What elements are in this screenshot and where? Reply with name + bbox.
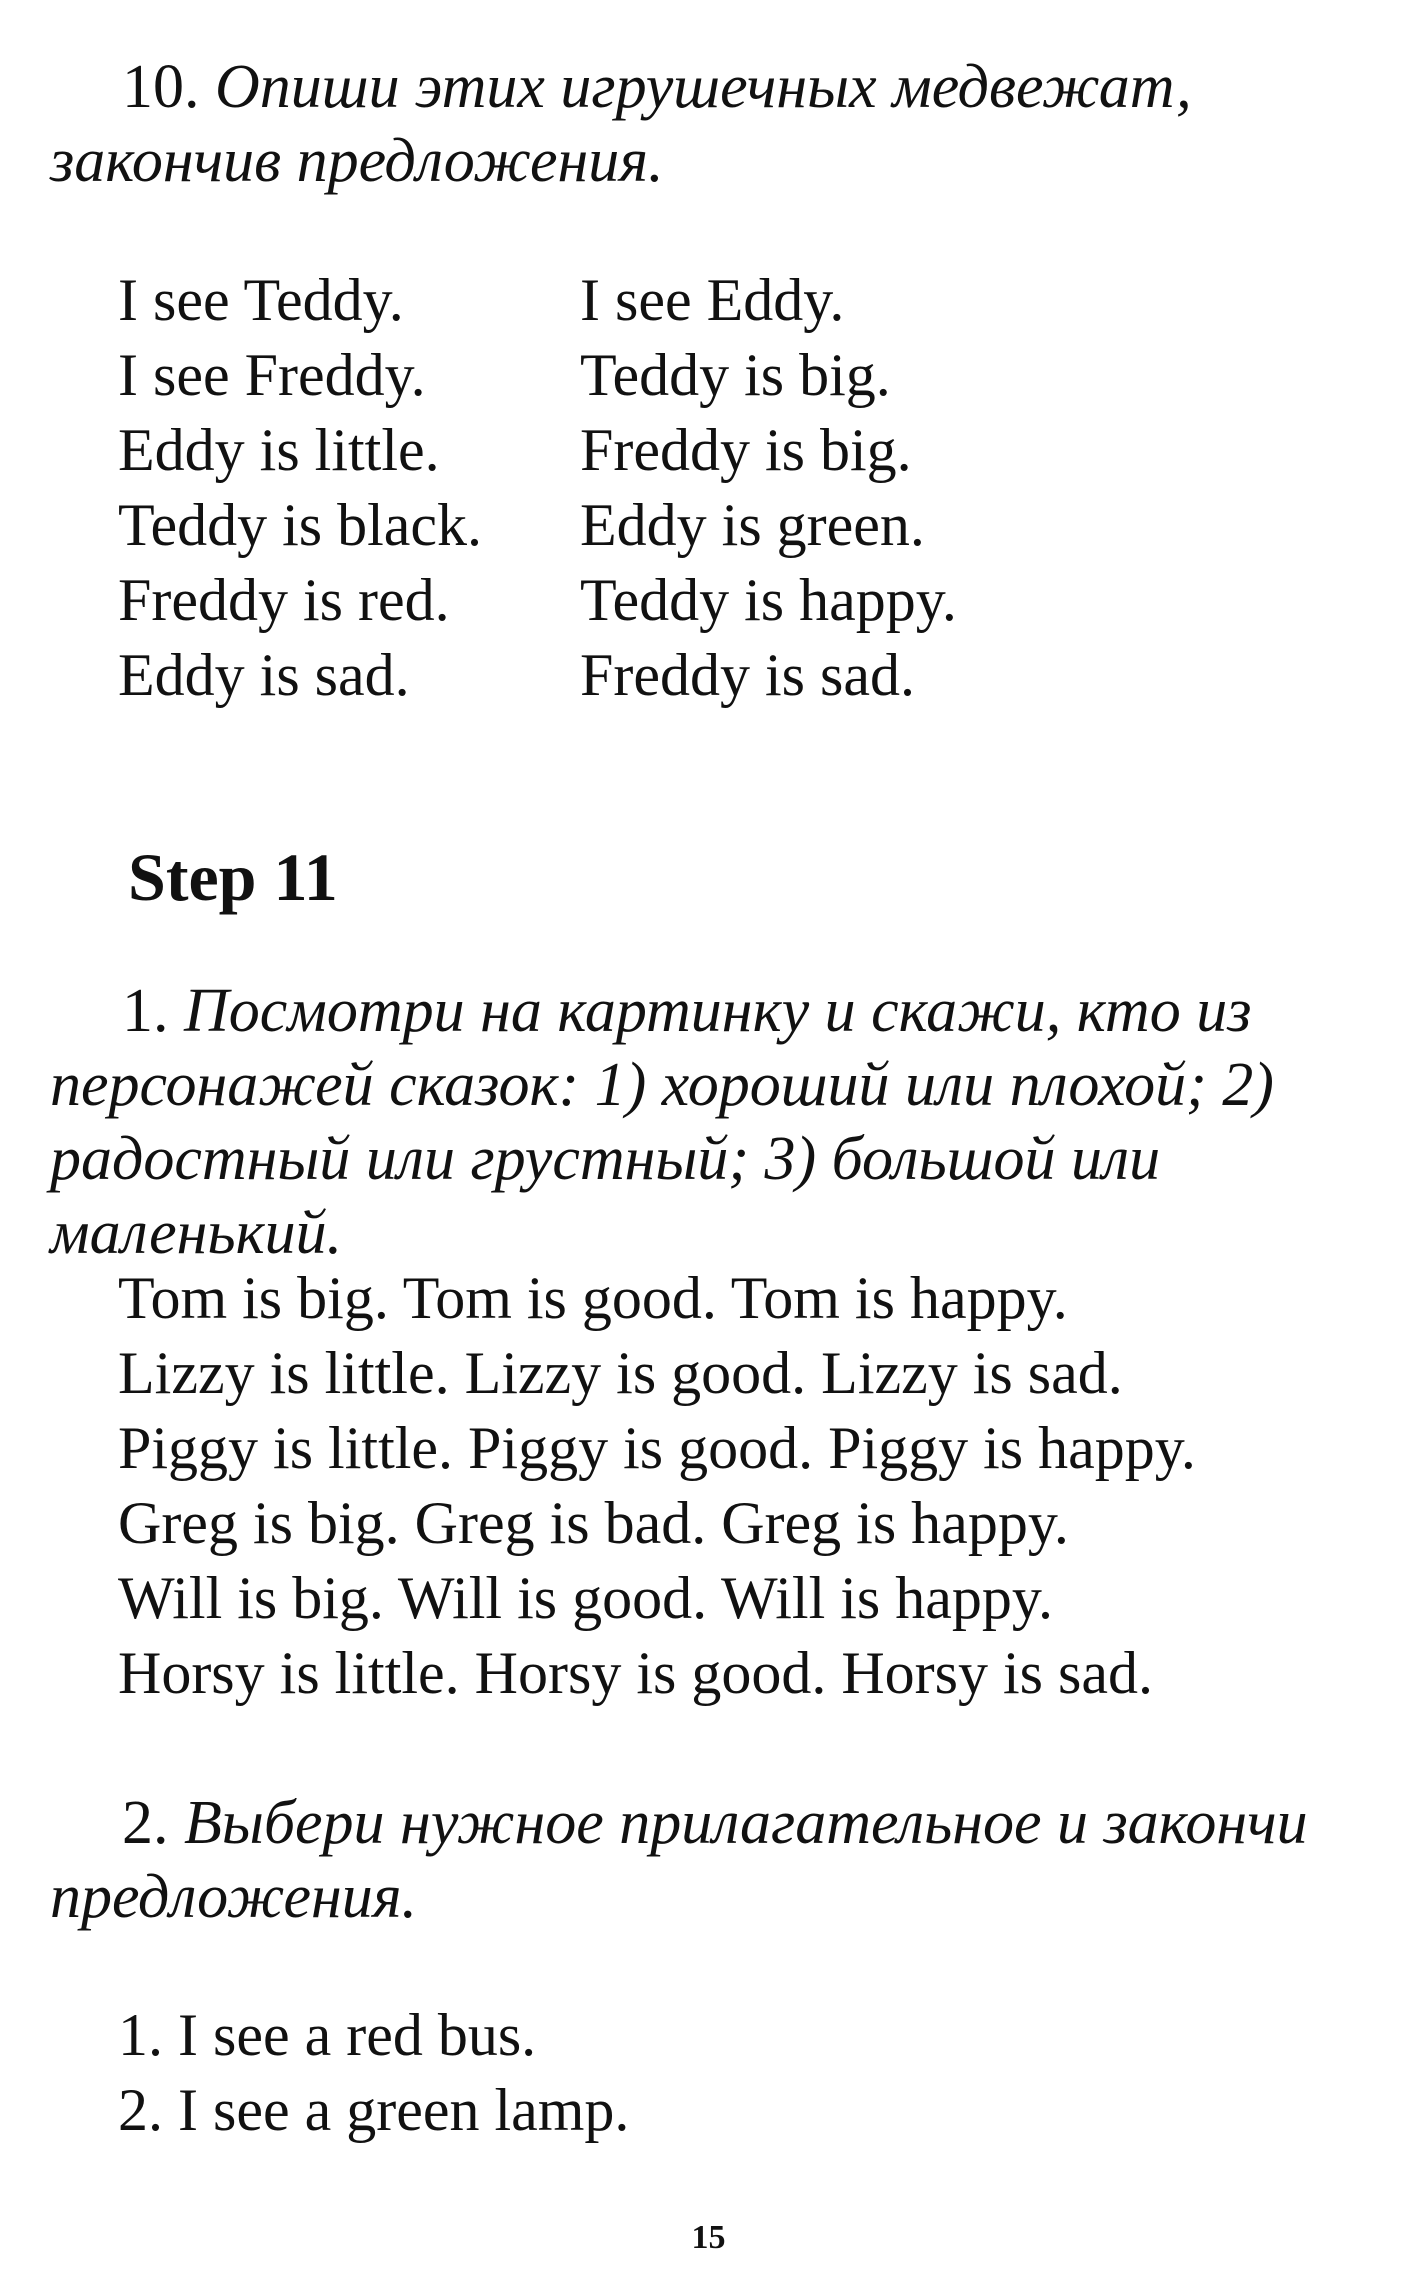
exercise-2-text: Выбери нужное прилагательное и закончи предложения.: [50, 1789, 1308, 1931]
exercise-1-text: Посмотри на картинку и скажи, кто из персонажей сказок: 1) хороший или плохой; 2) радостный или грустный; 3) большой или маленький.: [50, 977, 1274, 1267]
exercise-10-left-column: [118, 263, 482, 713]
sentence-line: Horsy is little. Horsy is good. Horsy is sad.: [118, 1640, 1153, 1706]
exercise-10-right-column: [580, 263, 957, 713]
sentence-line: 1. I see a red bus.: [118, 2002, 537, 2068]
exercise-10-text: Опиши этих игрушечных медвежат, закончив предложения.: [50, 53, 1192, 195]
exercise-2-number: 2.: [122, 1789, 169, 1857]
sentence: Teddy is happy.: [580, 567, 957, 633]
exercise-1-lines: [118, 1261, 1196, 1711]
sentence: Freddy is sad.: [580, 642, 915, 708]
sentence-line: 2. I see a green lamp.: [118, 2077, 630, 2143]
sentence: Eddy is little.: [118, 417, 440, 483]
exercise-2-instruction: [50, 1786, 1380, 1934]
exercise-10-instruction: [50, 50, 1380, 198]
exercise-2-lines: [118, 1998, 629, 2148]
sentence: Eddy is sad.: [118, 642, 410, 708]
exercise-10-number: 10.: [122, 53, 200, 121]
step-heading: Step 11: [128, 839, 338, 915]
sentence-line: Lizzy is little. Lizzy is good. Lizzy is sad.: [118, 1340, 1123, 1406]
sentence-line: Tom is big. Tom is good. Tom is happy.: [118, 1265, 1068, 1331]
sentence-line: Will is big. Will is good. Will is happy.: [118, 1565, 1054, 1631]
sentence-line: Greg is big. Greg is bad. Greg is happy.: [118, 1490, 1069, 1556]
exercise-1-number: 1.: [122, 977, 169, 1045]
exercise-1-instruction: [50, 974, 1380, 1270]
sentence: I see Teddy.: [118, 267, 404, 333]
sentence: I see Eddy.: [580, 267, 845, 333]
sentence: Teddy is black.: [118, 492, 483, 558]
sentence: Teddy is big.: [580, 342, 891, 408]
sentence-line: Piggy is little. Piggy is good. Piggy is happy.: [118, 1415, 1196, 1481]
sentence: I see Freddy.: [118, 342, 426, 408]
sentence: Eddy is green.: [580, 492, 925, 558]
sentence: Freddy is big.: [580, 417, 912, 483]
sentence: Freddy is red.: [118, 567, 450, 633]
page-number: 15: [691, 2219, 726, 2256]
